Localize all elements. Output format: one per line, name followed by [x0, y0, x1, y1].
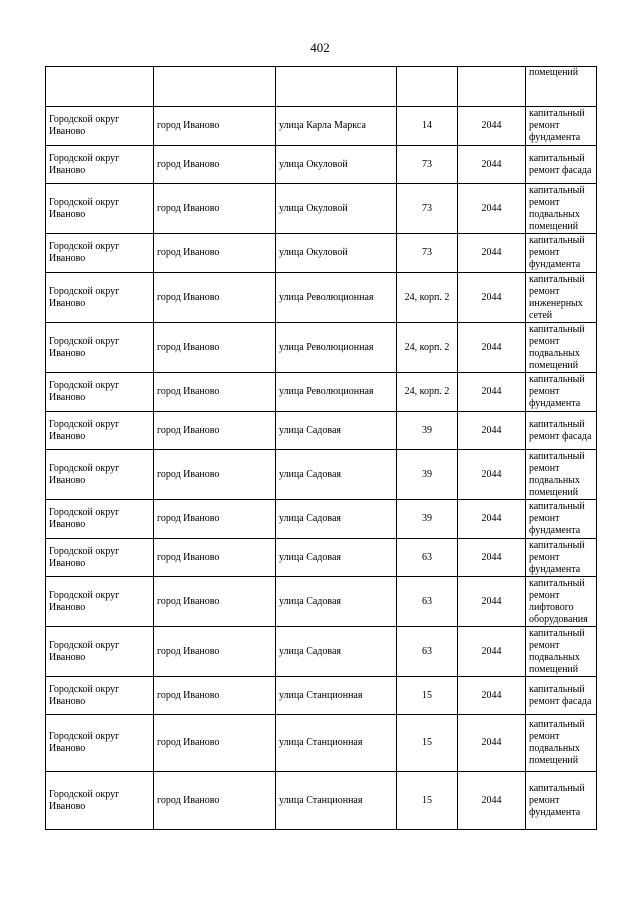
cell-year: 2044 [458, 146, 526, 184]
cell-year: 2044 [458, 677, 526, 715]
cell-house-number: 15 [397, 677, 458, 715]
cell-year: 2044 [458, 627, 526, 677]
cell-city: город Иваново [154, 373, 276, 412]
cell-house-number: 39 [397, 450, 458, 500]
cell-district [46, 67, 154, 107]
cell-year: 2044 [458, 107, 526, 146]
cell-work-type: капитальный ремонт подвальных помещений [526, 450, 597, 500]
cell-year: 2044 [458, 412, 526, 450]
cell-work-type: капитальный ремонт фундамента [526, 107, 597, 146]
table-row [46, 273, 597, 323]
cell-work-type: капитальный ремонт фундамента [526, 234, 597, 273]
cell-district: Городской округ Иваново [46, 184, 154, 234]
cell-street: улица Садовая [276, 500, 397, 539]
cell-city: город Иваново [154, 539, 276, 577]
cell-street: улица Окуловой [276, 146, 397, 184]
cell-house-number: 73 [397, 146, 458, 184]
table-row [46, 539, 597, 577]
cell-district: Городской округ Иваново [46, 577, 154, 627]
cell-street: улица Революционная [276, 273, 397, 323]
cell-district: Городской округ Иваново [46, 500, 154, 539]
cell-work-type: капитальный ремонт лифтового оборудования [526, 577, 597, 627]
cell-city: город Иваново [154, 273, 276, 323]
cell-work-type: капитальный ремонт фундамента [526, 500, 597, 539]
cell-city: город Иваново [154, 772, 276, 830]
table-row [46, 627, 597, 677]
table-row [46, 412, 597, 450]
cell-district: Городской округ Иваново [46, 146, 154, 184]
cell-city: город Иваново [154, 500, 276, 539]
cell-year: 2044 [458, 234, 526, 273]
cell-house-number: 63 [397, 577, 458, 627]
cell-street: улица Революционная [276, 373, 397, 412]
cell-work-type: капитальный ремонт подвальных помещений [526, 184, 597, 234]
cell-work-type: помещений [526, 67, 597, 107]
cell-year: 2044 [458, 500, 526, 539]
cell-year [458, 67, 526, 107]
cell-house-number: 14 [397, 107, 458, 146]
table-row [46, 677, 597, 715]
table-row [46, 373, 597, 412]
cell-street: улица Карла Маркса [276, 107, 397, 146]
table-row [46, 107, 597, 146]
page-number: 402 [310, 40, 330, 55]
cell-street: улица Садовая [276, 539, 397, 577]
cell-city: город Иваново [154, 627, 276, 677]
cell-city [154, 67, 276, 107]
cell-house-number: 73 [397, 184, 458, 234]
cell-city: город Иваново [154, 323, 276, 373]
cell-city: город Иваново [154, 715, 276, 772]
cell-district: Городской округ Иваново [46, 772, 154, 830]
cell-street: улица Станционная [276, 715, 397, 772]
cell-city: город Иваново [154, 234, 276, 273]
cell-year: 2044 [458, 184, 526, 234]
cell-street: улица Окуловой [276, 184, 397, 234]
cell-year: 2044 [458, 373, 526, 412]
cell-work-type: капитальный ремонт фасада [526, 412, 597, 450]
cell-house-number: 24, корп. 2 [397, 323, 458, 373]
cell-work-type: капитальный ремонт фундамента [526, 373, 597, 412]
cell-district: Городской округ Иваново [46, 234, 154, 273]
cell-work-type: капитальный ремонт фундамента [526, 539, 597, 577]
table-row [46, 184, 597, 234]
cell-city: город Иваново [154, 412, 276, 450]
cell-year: 2044 [458, 577, 526, 627]
cell-house-number: 15 [397, 772, 458, 830]
cell-district: Городской округ Иваново [46, 715, 154, 772]
cell-house-number: 73 [397, 234, 458, 273]
cell-street: улица Станционная [276, 677, 397, 715]
cell-house-number [397, 67, 458, 107]
cell-city: город Иваново [154, 184, 276, 234]
table-row [46, 234, 597, 273]
table-row [46, 772, 597, 830]
cell-house-number: 63 [397, 539, 458, 577]
cell-house-number: 24, корп. 2 [397, 373, 458, 412]
table-row [46, 577, 597, 627]
cell-district: Городской округ Иваново [46, 373, 154, 412]
table-row [46, 146, 597, 184]
cell-street: улица Садовая [276, 577, 397, 627]
cell-district: Городской округ Иваново [46, 450, 154, 500]
cell-city: город Иваново [154, 146, 276, 184]
cell-work-type: капитальный ремонт подвальных помещений [526, 715, 597, 772]
cell-street: улица Садовая [276, 450, 397, 500]
cell-house-number: 63 [397, 627, 458, 677]
cell-street: улица Окуловой [276, 234, 397, 273]
cell-house-number: 24, корп. 2 [397, 273, 458, 323]
cell-year: 2044 [458, 772, 526, 830]
cell-city: город Иваново [154, 450, 276, 500]
cell-district: Городской округ Иваново [46, 627, 154, 677]
cell-house-number: 39 [397, 412, 458, 450]
table-row [46, 715, 597, 772]
cell-street [276, 67, 397, 107]
table-row [46, 450, 597, 500]
cell-district: Городской округ Иваново [46, 539, 154, 577]
cell-work-type: капитальный ремонт фасада [526, 146, 597, 184]
cell-street: улица Садовая [276, 627, 397, 677]
cell-district: Городской округ Иваново [46, 273, 154, 323]
cell-district: Городской округ Иваново [46, 107, 154, 146]
cell-work-type: капитальный ремонт фундамента [526, 772, 597, 830]
cell-district: Городской округ Иваново [46, 323, 154, 373]
cell-year: 2044 [458, 273, 526, 323]
cell-year: 2044 [458, 323, 526, 373]
cell-work-type: капитальный ремонт инженерных сетей [526, 273, 597, 323]
cell-street: улица Садовая [276, 412, 397, 450]
cell-city: город Иваново [154, 677, 276, 715]
table-row [46, 67, 597, 107]
cell-district: Городской округ Иваново [46, 677, 154, 715]
cell-house-number: 15 [397, 715, 458, 772]
cell-work-type: капитальный ремонт подвальных помещений [526, 627, 597, 677]
housing-repair-table [45, 66, 597, 830]
cell-year: 2044 [458, 450, 526, 500]
cell-street: улица Станционная [276, 772, 397, 830]
cell-work-type: капитальный ремонт фасада [526, 677, 597, 715]
cell-year: 2044 [458, 539, 526, 577]
table-row [46, 500, 597, 539]
cell-city: город Иваново [154, 107, 276, 146]
cell-house-number: 39 [397, 500, 458, 539]
cell-district: Городской округ Иваново [46, 412, 154, 450]
cell-work-type: капитальный ремонт подвальных помещений [526, 323, 597, 373]
cell-year: 2044 [458, 715, 526, 772]
cell-city: город Иваново [154, 577, 276, 627]
cell-street: улица Революционная [276, 323, 397, 373]
table-row [46, 323, 597, 373]
